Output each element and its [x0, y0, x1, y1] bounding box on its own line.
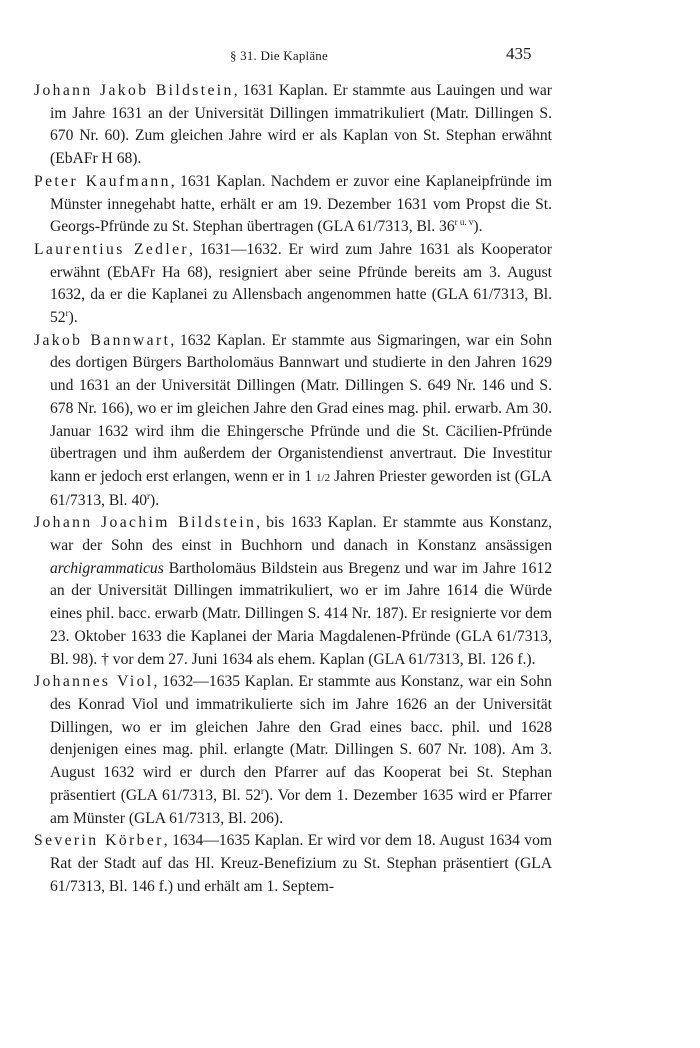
folio-superscript: r	[261, 785, 264, 796]
entry-johann-joachim-bildstein	[34, 512, 552, 671]
entry-text-end: ).	[68, 309, 78, 327]
entry-name: Johann Jakob Bildstein	[34, 82, 234, 99]
entry-text: , 1632—1635 Kaplan. Er stammte aus Konstanz, war ein Sohn des Konrad Viol und immatrikulierte sich im Jahre 1626 an der Universität Dillingen, wo er im gleichen Jahre den Grad eines bacc. phil. und 1628 denjenigen eines mag. phil. erlangte (Matr. Dillingen S. 607 Nr. 108). Am 3. August 1632 wird er durch den Pfarrer auf das Kooperat bei St. Stephan präsentiert (GLA 61/7313, Bl. 52	[50, 673, 552, 804]
entry-text: , 1632 Kaplan. Er stammte aus Sigmaringen, war ein Sohn des dortigen Bürgers Bartholomäus Bannwart und studierte in den Jahren 1629 und 1631 an der Universität Dillingen (Matr. Dillingen S. 649 Nr. 146 und S. 678 Nr. 166), wo er im gleichen Jahre den Grad eines mag. phil. erwarb. Am 30. Januar 1632 wird ihm die Ehingersche Pfründe und die St. Cäcilien-Pfründe übertragen und ihm außerdem der Organistendienst anvertraut. Die Investitur kann er jedoch erst erlangen, wenn er in 1	[50, 331, 552, 485]
entry-text: , 1631—1632. Er wird zum Jahre 1631 als Kooperator erwähnt (EbAFr Ha 68), resigniert aber seine Pfründe bereits am 3. August 1632, da er die Kaplanei zu Allensbach angenommen hatte (GLA 61/7313, Bl. 52	[50, 240, 552, 327]
entry-name: Johann Joachim Bildstein	[34, 514, 257, 532]
entry-text: , 1634—1635 Kaplan. Er wird vor dem 18. August 1634 vom Rat der Stadt auf das Hl. Kreuz-Benefizium zu St. Stephan präsentiert (GLA 61/7313, Bl. 146 f.) und erhält am 1. Septem-	[50, 832, 553, 895]
page-number: 435	[506, 44, 532, 63]
entry-name: Johannes Viol	[34, 673, 154, 691]
entry-text-end: ). Vor dem 1. Dezember 1635 wird er Pfarrer am Münster (GLA 61/7313, Bl. 206).	[50, 786, 552, 827]
folio-superscript: r	[65, 308, 69, 319]
entry-name: Laurentius Zedler	[34, 240, 190, 258]
entry-text: , 1631 Kaplan. Nachdem er zuvor eine Kaplaneipfründe im Münster innegehabt hatte, erhält er am 19. Dezember 1631 vom Propst die St. Georgs-Pfründe zu St. Stephan übertragen (GLA 61/7313, Bl. 36	[50, 172, 553, 236]
fraction: 1/2	[316, 471, 331, 484]
running-head-title: § 31. Die Kapläne	[230, 48, 328, 63]
entry-johann-jakob-bildstein	[34, 80, 552, 171]
entry-text-end: ).	[150, 491, 160, 509]
entry-text: , bis 1633 Kaplan. Er stammte aus Konstanz, war der Sohn des einst in Buchhorn und danach in Konstanz ansässigen	[50, 514, 553, 555]
entry-severin-koerber	[34, 830, 552, 898]
entry-text-end: Bartholomäus Bildstein aus Bregenz und war im Jahre 1612 an der Universität Dillingen immatrikuliert, wo er im Jahre 1614 die Würde eines phil. bacc. erwarb (Matr. Dillingen S. 414 Nr. 187). Er resignierte vor dem 23. Oktober 1633 die Kaplanei der Maria Magdalenen-Pfründe (GLA 61/7313, Bl. 98). † vor dem 27. Juni 1634 als ehem. Kaplan (GLA 61/7313, Bl. 126 f.).	[50, 559, 552, 668]
entry-johannes-viol	[34, 671, 552, 830]
entry-name: Jakob Bannwart	[34, 331, 171, 349]
folio-superscript: r	[147, 490, 151, 501]
chaplain-list	[34, 80, 552, 898]
entry-jakob-bannwart	[34, 330, 552, 513]
entry-peter-kaufmann	[34, 171, 552, 239]
entry-name: Peter Kaufmann	[34, 172, 171, 190]
entry-text-end: ).	[473, 218, 483, 236]
folio-superscript: r u. v	[454, 217, 474, 228]
entry-laurentius-zedler	[34, 239, 552, 330]
entry-text: , 1631 Kaplan. Er stammte aus Lauingen und war im Jahre 1631 an der Universität Dillingen immatrikuliert (Matr. Dillingen S. 670 Nr. 60). Zum gleichen Jahre wird er als Kaplan von St. Stephan erwähnt (EbAFr H 68).	[50, 82, 552, 168]
entry-name: Severin Körber	[34, 832, 164, 850]
entry-text-middle: Jahren Priester geworden ist (GLA 61/7313, Bl. 40	[50, 467, 552, 509]
italic-term: archigrammaticus	[50, 559, 164, 577]
running-head	[0, 44, 700, 68]
